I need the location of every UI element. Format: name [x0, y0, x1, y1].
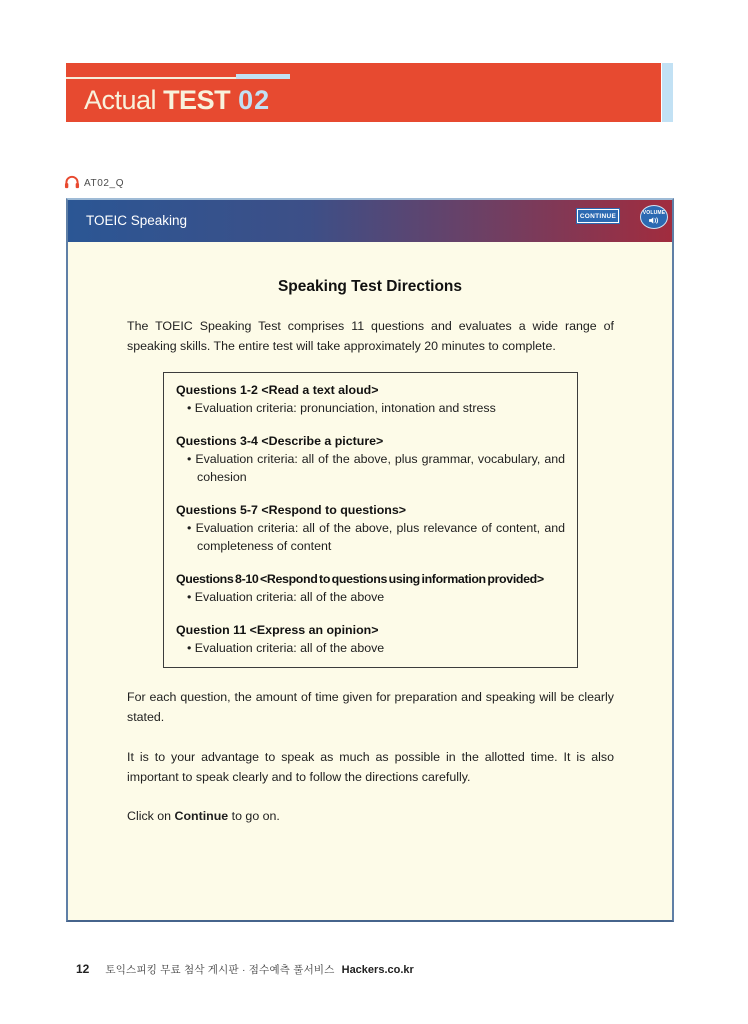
banner-side-strip — [662, 63, 673, 122]
banner-title — [84, 85, 270, 115]
banner-accent-bar — [236, 74, 290, 79]
directions-heading: Speaking Test Directions — [277, 278, 463, 295]
window-title: TOEIC Speaking — [86, 213, 188, 228]
body-paragraph: For each question, the amount of time given for preparation and speaking will be clearly stated. — [127, 690, 614, 724]
continue-button[interactable]: CONTINUE — [577, 209, 619, 223]
question-section-bullet: • Evaluation criteria: all of the above — [176, 588, 565, 606]
question-section — [176, 570, 565, 606]
question-section-bullet: • Evaluation criteria: all of the above — [176, 639, 565, 657]
window-titlebar — [68, 200, 672, 242]
question-section-title: Questions 5-7 <Respond to questions> — [176, 503, 406, 517]
banner-title-bold: TEST — [163, 85, 231, 115]
banner-title-light: Actual — [84, 85, 157, 115]
question-section-bullet: • Evaluation criteria: all of the above, plus grammar, vocabulary, and cohesion — [176, 450, 565, 486]
directions-content — [68, 278, 672, 827]
banner-test-number: 02 — [238, 85, 271, 115]
question-section-title: Questions 1-2 <Read a text aloud> — [176, 383, 379, 397]
question-section — [176, 501, 565, 555]
page-footer — [76, 962, 414, 977]
question-section-title: Question 11 <Express an opinion> — [176, 623, 379, 637]
volume-button[interactable] — [640, 205, 668, 229]
closing-bold: Continue — [174, 809, 229, 823]
question-section-bullet: • Evaluation criteria: pronunciation, intonation and stress — [176, 399, 565, 417]
question-section — [176, 432, 565, 486]
closing-prefix: Click on — [127, 809, 175, 823]
page-number: 12 — [76, 962, 90, 976]
headphone-icon — [64, 175, 84, 189]
audio-track-row — [64, 174, 124, 190]
intro-paragraph: The TOEIC Speaking Test comprises 11 questions and evaluates a wide range of speaking skills. The entire test will take approximately 20 minutes to complete. — [127, 319, 614, 353]
question-section — [176, 381, 565, 417]
question-section-title: Questions 3-4 <Describe a picture> — [176, 434, 384, 448]
question-box — [163, 372, 578, 668]
closing-suffix: to go on. — [228, 809, 280, 823]
toeic-test-window — [66, 198, 674, 922]
question-section-bullet: • Evaluation criteria: all of the above, plus relevance of content, and completeness of content — [176, 519, 565, 555]
closing-line — [127, 807, 614, 827]
test-banner — [66, 63, 661, 122]
volume-button-label: VOLUME — [642, 210, 666, 216]
footer-brand: Hackers.co.kr — [341, 964, 414, 976]
question-section — [176, 621, 565, 657]
body-paragraph: It is to your advantage to speak as much as possible in the allotted time. It is also important to speak clearly and to follow the directions carefully. — [127, 750, 614, 784]
question-section-title: Questions 8-10 <Respond to questions using information provided> — [176, 572, 544, 586]
speaker-icon — [649, 217, 659, 224]
banner-accent-line — [66, 77, 237, 79]
footer-service-text: 토익스피킹 무료 첨삭 게시판 · 점수예측 풀서비스 — [105, 964, 335, 976]
audio-track-label: AT02_Q — [84, 177, 125, 189]
